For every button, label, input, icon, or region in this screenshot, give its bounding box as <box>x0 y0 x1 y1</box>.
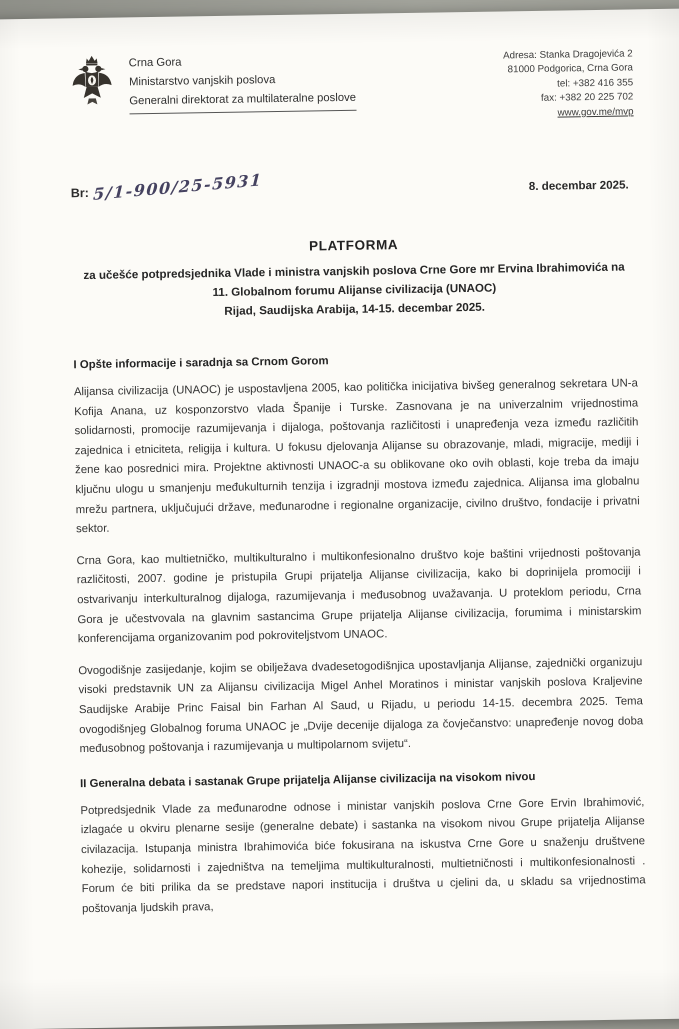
section-2-heading: II Generalna debata i sastanak Grupe prijatelja Alijanse civilizacija na visokom nivou <box>79 770 536 790</box>
reference-row <box>70 170 635 204</box>
org-identity <box>69 50 357 115</box>
contact-fax: fax: +382 20 225 702 <box>540 91 634 105</box>
contact-block <box>503 45 634 121</box>
document-subtitle: za učešće potpredsjednika Vlade i ministra vanjskih poslova Crne Gore mr Ervina Ibrahimovića na 11. Globalnom forumu Alijanse civilizacija (UNAOC) <box>83 260 625 300</box>
reference-number-group <box>70 170 264 204</box>
coat-of-arms-icon <box>69 54 116 113</box>
contact-tel: tel: +382 416 355 <box>557 77 634 90</box>
contact-address: Adresa: Stanka Dragojevića 2 <box>502 48 633 62</box>
contact-city: 81000 Podgorica, Crna Gora <box>507 62 633 76</box>
org-country: Crna Gora <box>128 56 182 70</box>
paragraph: Potpredsjednik Vlade za međunarodne odnose i ministar vanjskih poslova Crne Gore Ervin Ibrahimović, izlagaće u okviru plenarne sesije (generalne debate) i sastanka na visokom nivou Grupe prijatelja Alijanse civilazacija. Istupanja ministra Ibrahimovića biće fokusirana na iskustva Crne Gore u snaženju društvene kohezije, solidarnosti i zajedništva na temeljima multikulturalnosti, multietničnosti i multikonfesionalnosti . Forum će biti prilika da se predstave napori institucija i društva u cjelini da, u skladu sa vrijednostima poštovanja ljudskih prava, <box>80 796 646 915</box>
paragraph: Ovogodišnje zasijedanje, kojim se obilježava dvadesetogodišnjica upostavljanja Alijanse, zajednički organizuju visoki predstavnik UN za Alijansu civilizacija Migel Anhel Moratinos i ministar vanjskih poslova Kraljevine Saudijske Arabije Princ Faisal bin Farhan Al Saud, u Rijadu, u periodu 14-15. decembra 2025. Tema ovogodišnjeg Globalnog foruma UNAOC je „Dvije decenije dijaloga za čovječanstvo: unapređenje novog doba međusobnog poštovanja i razumijevanja u multipolarnom svijetu“. <box>78 656 644 756</box>
title-block <box>72 233 637 323</box>
document-content <box>0 8 679 940</box>
section-1-heading: I Opšte informacije i saradnja sa Crnom Gorom <box>73 355 329 372</box>
org-directorate: Generalni direktorat za multilateralne poslove <box>129 89 356 115</box>
document-date: 8. decembar 2025. <box>528 178 629 194</box>
org-lines <box>129 50 357 115</box>
paragraph: Crna Gora, kao multietničko, multikulturalno i multikonfesionalno društvo koje baštini vrijednosti poštovanja različitosti, 2007. godine je pristupila Grupi prijatelja Alijanse civilizacija, kako bi doprinijela promociji i ostvarivanju interkulturalnog dijaloga, razumijevanja i međusobnog uvažavanja. U proteklom periodu, Crna Gora je učestvovala na glavnim sastancima Grupe prijatelja Alijanse civilizacija, forumima i ministarskim konferencijama organizovanim pod pokroviteljstvom UNAOC. <box>76 546 642 646</box>
letterhead <box>69 45 634 128</box>
paragraph: Alijansa civilizacija (UNAOC) je uspostavljena 2005, kao politička inicijativa bivšeg generalnog sekretara UN-a Kofija Anana, uz kosponzorstvo vlada Španije i Turske. Zasnovana je na univerzalnim vrijednostima solidarnosti, promocije razumijevanja i dijaloga, poštovanja različitosti i unapređenja veza između različitih zajednica i etniciteta, religija i kultura. U fokusu djelovanja Alijanse su obrazovanje, mladi, migracije, mediji i žene kao posrednici mira. Projektne aktivnosti UNAOC-a su oblikovane oko ovih oblasti, koje treba da imaju ključnu ulogu u smanjenju međukulturnih tenzija i izgradnji mostova između zajednica. Alijansa ima globalnu mrežu partnera, uključujući države, međunarodne i regionalne organizacije, civilno društvo, fondacije i privatni sektor. <box>73 377 640 536</box>
section-general-debate <box>80 769 646 919</box>
document-location-date: Rijad, Saudijska Arabija, 14-15. decembar 2025. <box>224 300 486 318</box>
reference-number-handwritten: 5/1-900/25-5931 <box>92 170 264 204</box>
document-page <box>0 8 679 1029</box>
reference-label: Br: <box>70 185 89 201</box>
document-title: PLATFORMA <box>308 237 399 254</box>
website-link: www.gov.me/mvp <box>557 106 634 119</box>
org-ministry: Ministarstvo vanjskih poslova <box>128 74 276 89</box>
section-general-information <box>73 350 643 759</box>
